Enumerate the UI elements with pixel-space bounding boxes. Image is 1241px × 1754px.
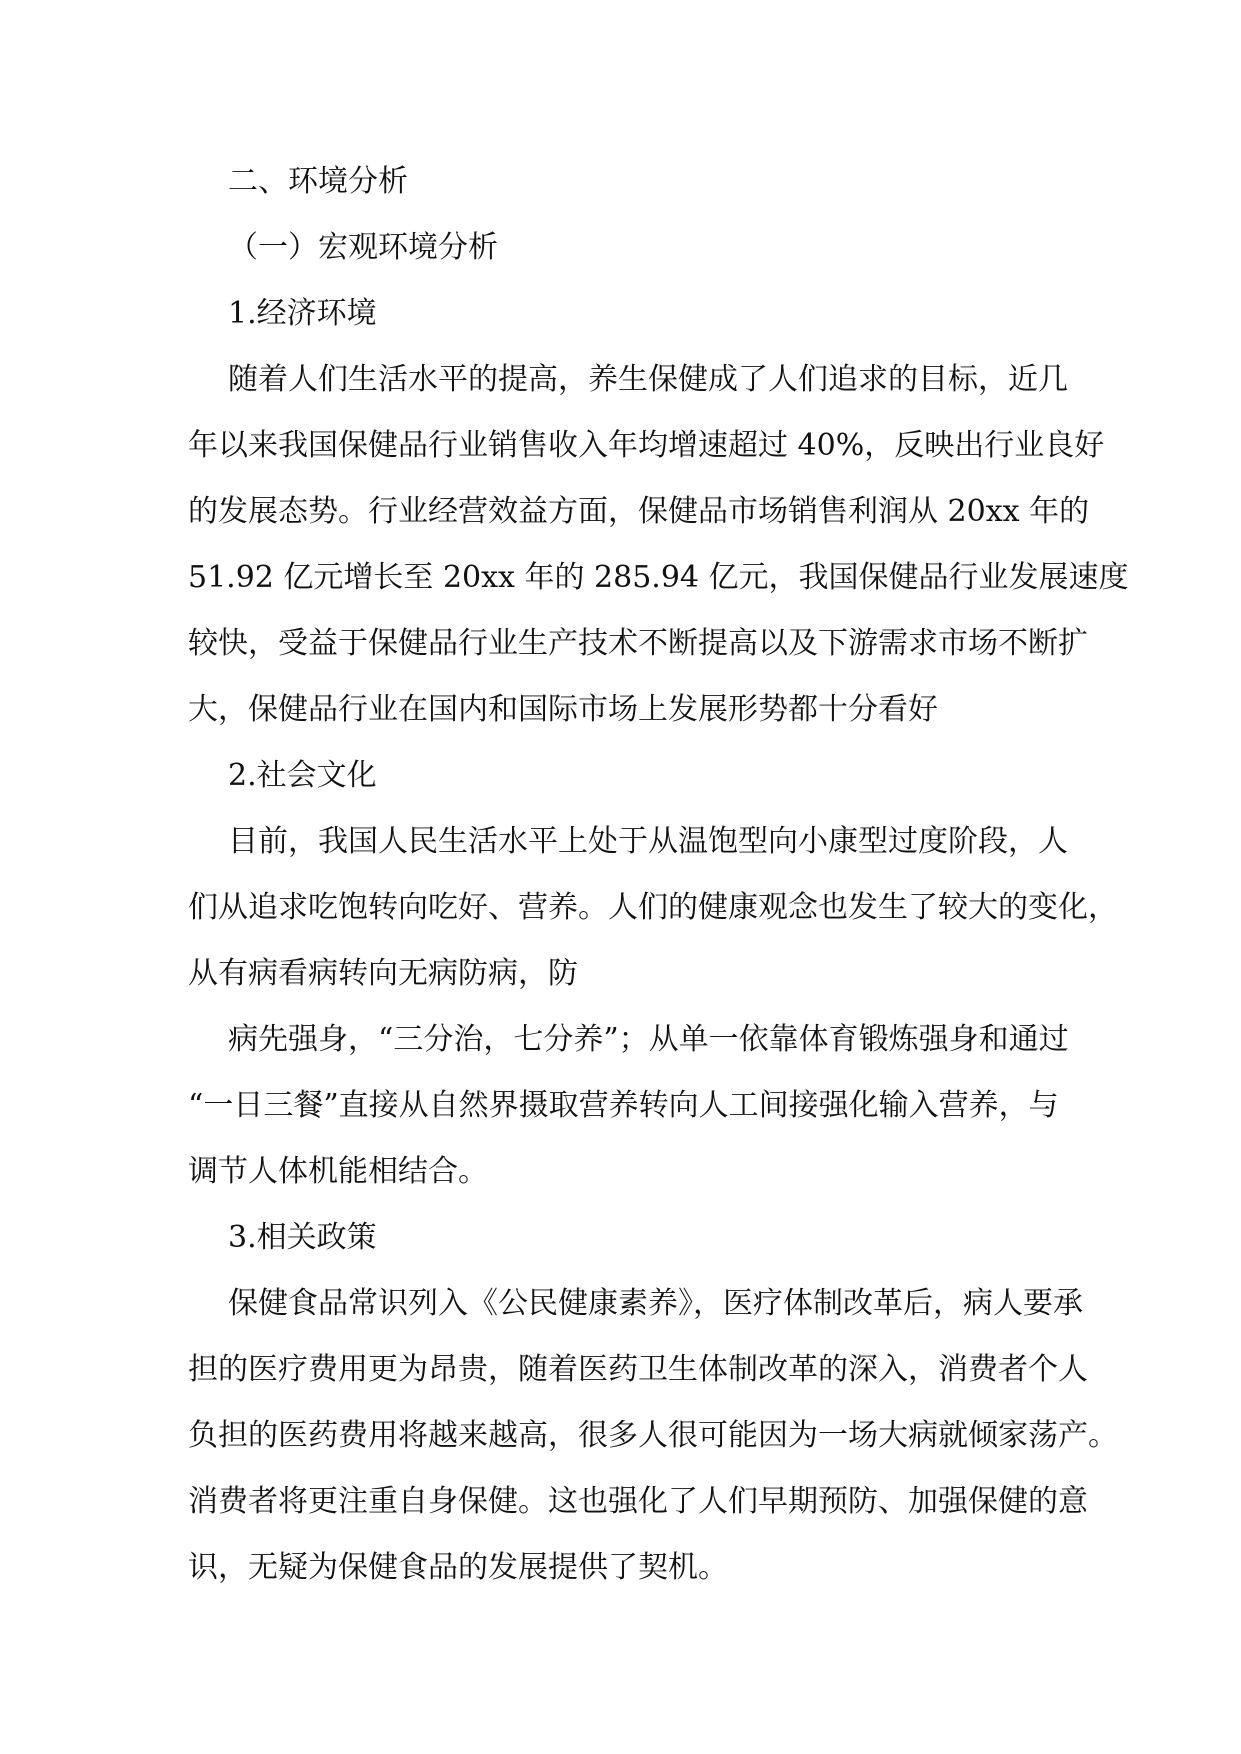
paragraph-line: 担的医疗费用更为昂贵，随着医药卫生体制改革的深入，消费者个人 xyxy=(188,1352,1088,1387)
paragraph-line: 较快，受益于保健品行业生产技术不断提高以及下游需求市场不断扩 xyxy=(188,626,1088,661)
document-body xyxy=(188,160,1129,1612)
subsection-heading: （一）宏观环境分析 xyxy=(228,230,498,265)
paragraph-line: 的发展态势。行业经营效益方面，保健品市场销售利润从 20xx 年的 xyxy=(188,494,1090,529)
paragraph-line: 随着人们生活水平的提高，养生保健成了人们追求的目标，近几 xyxy=(228,362,1068,397)
paragraph-line: 调节人体机能相结合。 xyxy=(188,1154,488,1189)
paragraph-line: 从有病看病转向无病防病，防 xyxy=(188,956,578,991)
paragraph-line: 51.92 亿元增长至 20xx 年的 285.94 亿元，我国保健品行业发展速度 xyxy=(188,560,1129,595)
paragraph-line: 负担的医药费用将越来越高，很多人很可能因为一场大病就倾家荡产。 xyxy=(188,1418,1118,1453)
paragraph-line: 年以来我国保健品行业销售收入年均增速超过 40%，反映出行业良好 xyxy=(188,428,1105,463)
paragraph-line: 消费者将更注重自身保健。这也强化了人们早期预防、加强保健的意 xyxy=(188,1484,1088,1519)
section-heading: 二、环境分析 xyxy=(228,164,408,199)
paragraph-line: 保健食品常识列入《公民健康素养》，医疗体制改革后，病人要承 xyxy=(228,1286,1083,1321)
paragraph-line: 目前，我国人民生活水平上处于从温饱型向小康型过度阶段，人 xyxy=(228,824,1068,859)
section-title-culture: 2.社会文化 xyxy=(228,758,377,793)
paragraph-line: 病先强身，“三分治，七分养”；从单一依靠体育锻炼强身和通过 xyxy=(228,1022,1069,1057)
paragraph-line: 大，保健品行业在国内和国际市场上发展形势都十分看好 xyxy=(188,692,938,727)
paragraph-line: 识，无疑为保健食品的发展提供了契机。 xyxy=(188,1550,728,1585)
section-title-policy: 3.相关政策 xyxy=(228,1220,377,1255)
paragraph-line: “一日三餐”直接从自然界摄取营养转向人工间接强化输入营养，与 xyxy=(188,1088,1059,1123)
paragraph-line: 们从追求吃饱转向吃好、营养。人们的健康观念也发生了较大的变化， xyxy=(188,890,1118,925)
section-title-economy: 1.经济环境 xyxy=(228,296,377,331)
